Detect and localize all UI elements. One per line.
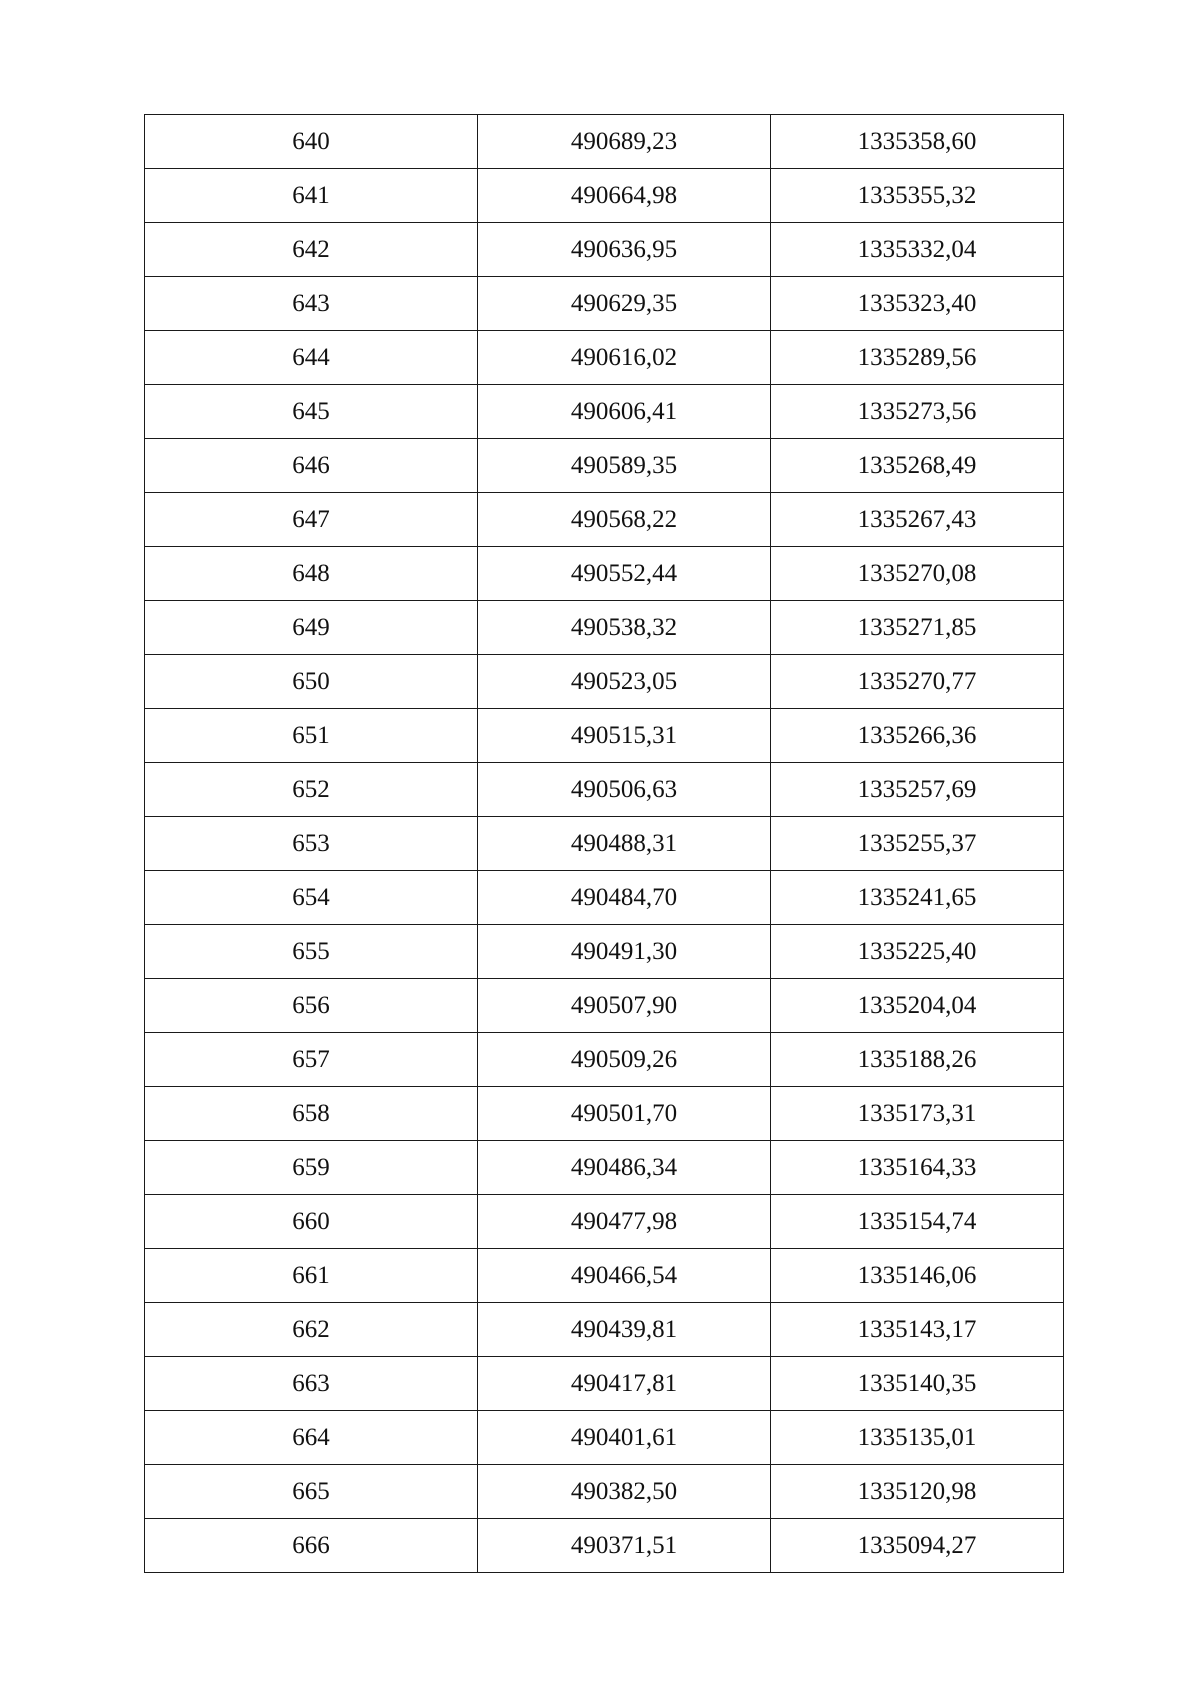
x-coordinate-cell: 490382,50 bbox=[478, 1465, 771, 1519]
point-number-cell: 645 bbox=[145, 385, 478, 439]
table-row bbox=[145, 547, 1064, 601]
y-coordinate-cell: 1335164,33 bbox=[771, 1141, 1064, 1195]
x-coordinate-cell: 490507,90 bbox=[478, 979, 771, 1033]
point-number-cell: 651 bbox=[145, 709, 478, 763]
coordinates-table-body bbox=[145, 115, 1064, 1573]
x-coordinate-cell: 490371,51 bbox=[478, 1519, 771, 1573]
point-number-cell: 653 bbox=[145, 817, 478, 871]
point-number-cell: 654 bbox=[145, 871, 478, 925]
x-coordinate-cell: 490466,54 bbox=[478, 1249, 771, 1303]
y-coordinate-cell: 1335355,32 bbox=[771, 169, 1064, 223]
x-coordinate-cell: 490636,95 bbox=[478, 223, 771, 277]
y-coordinate-cell: 1335323,40 bbox=[771, 277, 1064, 331]
x-coordinate-cell: 490501,70 bbox=[478, 1087, 771, 1141]
table-row bbox=[145, 709, 1064, 763]
table-row bbox=[145, 1141, 1064, 1195]
x-coordinate-cell: 490616,02 bbox=[478, 331, 771, 385]
x-coordinate-cell: 490629,35 bbox=[478, 277, 771, 331]
x-coordinate-cell: 490552,44 bbox=[478, 547, 771, 601]
y-coordinate-cell: 1335271,85 bbox=[771, 601, 1064, 655]
x-coordinate-cell: 490568,22 bbox=[478, 493, 771, 547]
table-row bbox=[145, 1357, 1064, 1411]
y-coordinate-cell: 1335268,49 bbox=[771, 439, 1064, 493]
coordinates-table bbox=[144, 114, 1064, 1573]
x-coordinate-cell: 490506,63 bbox=[478, 763, 771, 817]
x-coordinate-cell: 490523,05 bbox=[478, 655, 771, 709]
x-coordinate-cell: 490417,81 bbox=[478, 1357, 771, 1411]
point-number-cell: 663 bbox=[145, 1357, 478, 1411]
y-coordinate-cell: 1335270,08 bbox=[771, 547, 1064, 601]
point-number-cell: 658 bbox=[145, 1087, 478, 1141]
point-number-cell: 652 bbox=[145, 763, 478, 817]
x-coordinate-cell: 490484,70 bbox=[478, 871, 771, 925]
y-coordinate-cell: 1335255,37 bbox=[771, 817, 1064, 871]
y-coordinate-cell: 1335358,60 bbox=[771, 115, 1064, 169]
table-row bbox=[145, 1303, 1064, 1357]
table-row bbox=[145, 925, 1064, 979]
table-row bbox=[145, 331, 1064, 385]
y-coordinate-cell: 1335332,04 bbox=[771, 223, 1064, 277]
y-coordinate-cell: 1335270,77 bbox=[771, 655, 1064, 709]
y-coordinate-cell: 1335257,69 bbox=[771, 763, 1064, 817]
x-coordinate-cell: 490439,81 bbox=[478, 1303, 771, 1357]
table-row bbox=[145, 1249, 1064, 1303]
x-coordinate-cell: 490689,23 bbox=[478, 115, 771, 169]
table-row bbox=[145, 601, 1064, 655]
x-coordinate-cell: 490606,41 bbox=[478, 385, 771, 439]
table-row bbox=[145, 763, 1064, 817]
table-row bbox=[145, 169, 1064, 223]
x-coordinate-cell: 490477,98 bbox=[478, 1195, 771, 1249]
point-number-cell: 657 bbox=[145, 1033, 478, 1087]
table-row bbox=[145, 655, 1064, 709]
table-row bbox=[145, 1411, 1064, 1465]
y-coordinate-cell: 1335266,36 bbox=[771, 709, 1064, 763]
point-number-cell: 647 bbox=[145, 493, 478, 547]
table-row bbox=[145, 439, 1064, 493]
y-coordinate-cell: 1335094,27 bbox=[771, 1519, 1064, 1573]
y-coordinate-cell: 1335188,26 bbox=[771, 1033, 1064, 1087]
y-coordinate-cell: 1335154,74 bbox=[771, 1195, 1064, 1249]
table-row bbox=[145, 1033, 1064, 1087]
point-number-cell: 661 bbox=[145, 1249, 478, 1303]
point-number-cell: 643 bbox=[145, 277, 478, 331]
y-coordinate-cell: 1335267,43 bbox=[771, 493, 1064, 547]
x-coordinate-cell: 490401,61 bbox=[478, 1411, 771, 1465]
y-coordinate-cell: 1335146,06 bbox=[771, 1249, 1064, 1303]
x-coordinate-cell: 490664,98 bbox=[478, 169, 771, 223]
point-number-cell: 664 bbox=[145, 1411, 478, 1465]
y-coordinate-cell: 1335241,65 bbox=[771, 871, 1064, 925]
point-number-cell: 650 bbox=[145, 655, 478, 709]
y-coordinate-cell: 1335273,56 bbox=[771, 385, 1064, 439]
point-number-cell: 640 bbox=[145, 115, 478, 169]
point-number-cell: 662 bbox=[145, 1303, 478, 1357]
y-coordinate-cell: 1335140,35 bbox=[771, 1357, 1064, 1411]
point-number-cell: 666 bbox=[145, 1519, 478, 1573]
x-coordinate-cell: 490509,26 bbox=[478, 1033, 771, 1087]
table-row bbox=[145, 1195, 1064, 1249]
x-coordinate-cell: 490515,31 bbox=[478, 709, 771, 763]
table-row bbox=[145, 871, 1064, 925]
table-row bbox=[145, 223, 1064, 277]
point-number-cell: 659 bbox=[145, 1141, 478, 1195]
point-number-cell: 665 bbox=[145, 1465, 478, 1519]
table-row bbox=[145, 979, 1064, 1033]
table-row bbox=[145, 1087, 1064, 1141]
x-coordinate-cell: 490491,30 bbox=[478, 925, 771, 979]
point-number-cell: 641 bbox=[145, 169, 478, 223]
x-coordinate-cell: 490589,35 bbox=[478, 439, 771, 493]
table-row bbox=[145, 385, 1064, 439]
y-coordinate-cell: 1335225,40 bbox=[771, 925, 1064, 979]
y-coordinate-cell: 1335289,56 bbox=[771, 331, 1064, 385]
table-row bbox=[145, 1465, 1064, 1519]
point-number-cell: 642 bbox=[145, 223, 478, 277]
y-coordinate-cell: 1335120,98 bbox=[771, 1465, 1064, 1519]
y-coordinate-cell: 1335143,17 bbox=[771, 1303, 1064, 1357]
table-row bbox=[145, 817, 1064, 871]
y-coordinate-cell: 1335204,04 bbox=[771, 979, 1064, 1033]
x-coordinate-cell: 490488,31 bbox=[478, 817, 771, 871]
table-row bbox=[145, 115, 1064, 169]
point-number-cell: 646 bbox=[145, 439, 478, 493]
y-coordinate-cell: 1335135,01 bbox=[771, 1411, 1064, 1465]
x-coordinate-cell: 490538,32 bbox=[478, 601, 771, 655]
point-number-cell: 644 bbox=[145, 331, 478, 385]
y-coordinate-cell: 1335173,31 bbox=[771, 1087, 1064, 1141]
point-number-cell: 648 bbox=[145, 547, 478, 601]
point-number-cell: 660 bbox=[145, 1195, 478, 1249]
point-number-cell: 649 bbox=[145, 601, 478, 655]
point-number-cell: 655 bbox=[145, 925, 478, 979]
point-number-cell: 656 bbox=[145, 979, 478, 1033]
table-row bbox=[145, 277, 1064, 331]
x-coordinate-cell: 490486,34 bbox=[478, 1141, 771, 1195]
table-row bbox=[145, 493, 1064, 547]
table-row bbox=[145, 1519, 1064, 1573]
